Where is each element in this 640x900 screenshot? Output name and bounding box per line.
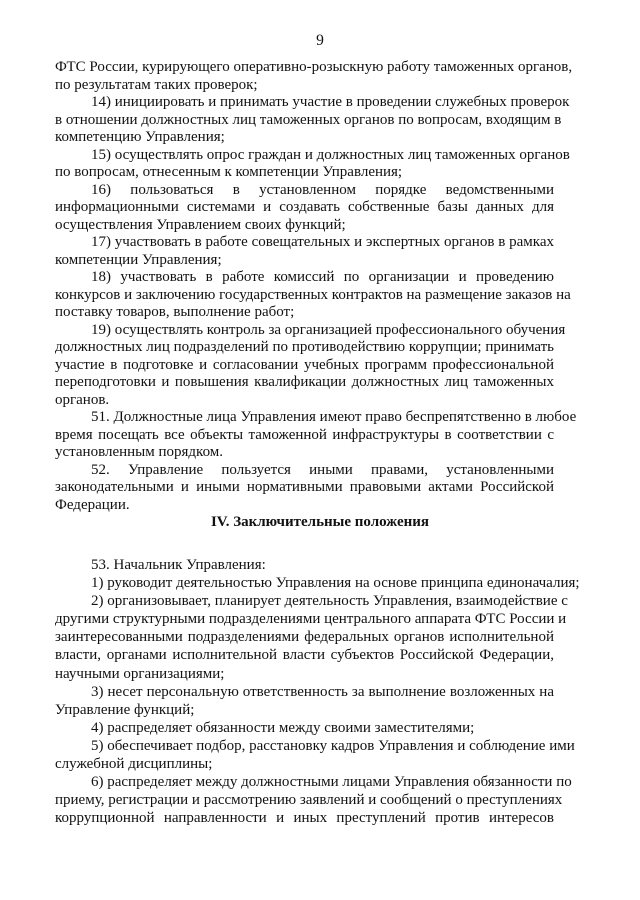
text-line: 14) инициировать и принимать участие в проведении служебных проверок [91, 94, 570, 110]
paragraph [55, 556, 554, 574]
text-line: осуществления Управлением своих функций; [55, 216, 346, 233]
paragraph [55, 683, 554, 719]
paragraph [55, 773, 572, 827]
text-line: органов. [55, 391, 110, 408]
page-number: 9 [316, 32, 324, 49]
text-line: информационными системами и создавать собственные базы данных для [55, 199, 554, 215]
section-final-provisions [55, 556, 580, 827]
paragraph [55, 94, 570, 147]
text-line: 18) участвовать в работе комиссий по организации и проведению [91, 269, 554, 285]
paragraph [55, 737, 575, 773]
paragraph [55, 269, 571, 322]
paragraph [55, 592, 568, 682]
text-line: приему, регистрации и рассмотрению заявлений и сообщений о преступлениях [55, 792, 563, 809]
paragraph [55, 574, 580, 592]
text-line: заинтересованными подразделениями федеральных органов исполнительной [55, 629, 554, 646]
text-line: Федерации. [55, 496, 130, 513]
text-line: время посещать все объекты таможенной инфраструктуры в соответствии с [55, 426, 554, 443]
paragraph [55, 321, 566, 410]
text-line: 19) осуществлять контроль за организацией профессионального обучения [91, 321, 566, 338]
text-line: переподготовки и повышения квалификации должностных лиц таможенных [55, 374, 554, 390]
paragraph [55, 182, 554, 235]
text-line: 15) осуществлять опрос граждан и должностных лиц таможенных органов [91, 146, 570, 163]
paragraph [55, 234, 554, 269]
paragraph [55, 146, 570, 182]
text-line: законодательными и иными нормативными правовыми актами Российской [55, 479, 554, 495]
paragraph [55, 409, 577, 462]
section-heading: IV. Заключительные положения [210, 514, 430, 530]
text-line: участие в подготовке и согласовании учебных программ профессиональной [55, 356, 554, 373]
text-line: 51. Должностные лица Управления имеют право беспрепятственно в любое [91, 409, 577, 425]
text-line: 2) организовывает, планирует деятельность Управления, взаимодействие с [91, 593, 568, 610]
text-line: 6) распределяет между должностными лицами Управления обязанности по [91, 774, 572, 791]
text-line: 5) обеспечивает подбор, расстановку кадров Управления и соблюдение ими [91, 737, 575, 754]
text-line: ФТС России, курирующего оперативно-розыскную работу таможенных органов, [55, 59, 573, 75]
text-line: служебной дисциплины; [55, 756, 213, 773]
paragraph [55, 462, 554, 515]
text-line: 52. Управление пользуется иными правами, установленными [91, 461, 554, 478]
text-line: 1) руководит деятельностью Управления на основе принципа единоначалия; [91, 575, 580, 592]
paragraph [55, 719, 554, 737]
text-line: Управление функций; [55, 701, 195, 718]
section-rights-continued [55, 59, 577, 514]
text-line: в отношении должностных лиц таможенных органов по вопросам, входящим в [55, 111, 562, 128]
text-line: поставку товаров, выполнение работ; [55, 304, 295, 320]
text-line: 16) пользоваться в установленном порядке ведомственными [91, 181, 554, 198]
text-line: другими структурными подразделениями центрального аппарата ФТС России и [55, 611, 567, 628]
paragraph [55, 59, 573, 94]
text-line: 53. Начальник Управления: [91, 557, 266, 573]
text-line: власти, органами исполнительной власти субъектов Российской Федерации, [55, 647, 554, 664]
text-line: компетенции Управления; [55, 251, 222, 268]
text-line: научными организациями; [55, 665, 225, 682]
text-line: должностных лиц подразделений по противодействию коррупции; принимать [55, 339, 554, 355]
text-line: по вопросам, отнесенным к компетенции Управления; [55, 164, 403, 180]
text-line: 4) распределяет обязанности между своими заместителями; [91, 719, 475, 736]
text-line: по результатам таких проверок; [55, 76, 258, 93]
text-line: конкурсов и заключению государственных контрактов на размещение заказов на [55, 286, 571, 303]
text-line: 3) несет персональную ответственность за выполнение возложенных на [91, 683, 554, 700]
text-line: компетенцию Управления; [55, 129, 225, 145]
text-line: 17) участвовать в работе совещательных и экспертных органов в рамках [91, 234, 554, 250]
text-line: установленным порядком. [55, 444, 224, 460]
text-line: коррупционной направленности и иных преступлений против интересов [55, 810, 554, 827]
